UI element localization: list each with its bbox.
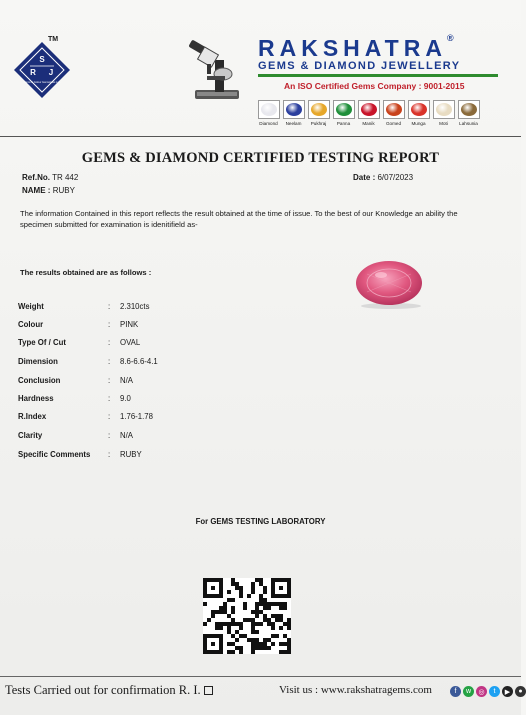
svg-text:J: J [48, 68, 54, 77]
footer-divider [0, 676, 521, 677]
qr-code-icon [203, 578, 291, 654]
gem-frame [333, 100, 355, 119]
result-colon: : [108, 338, 111, 347]
whatsapp-icon[interactable]: w [463, 686, 474, 697]
result-label: Specific Comments [18, 450, 91, 459]
result-value: 1.76-1.78 [120, 412, 153, 421]
gem-label: Gomed [385, 121, 402, 126]
gem-label: Neelam [285, 121, 302, 126]
facebook-icon[interactable]: f [450, 686, 461, 697]
checkbox-icon [204, 686, 213, 695]
svg-text:R: R [30, 68, 36, 77]
result-label: Dimension [18, 357, 58, 366]
gem-label: Diamond [259, 121, 278, 126]
gemstone-icon [286, 103, 302, 116]
instagram-icon[interactable]: ◎ [476, 686, 487, 697]
gem-label: Munga [411, 121, 426, 126]
gem-label: Panna [336, 121, 351, 126]
gem-moti [432, 100, 455, 126]
brand-block [258, 35, 503, 91]
gem-frame [408, 100, 430, 119]
reference-number: Ref.No. TR 442 [22, 173, 79, 182]
gem-lahsunia [457, 100, 480, 126]
results-heading: The results obtained are as follows : [20, 268, 152, 277]
gemstone-icon [361, 103, 377, 116]
gem-frame [433, 100, 455, 119]
result-label: Colour [18, 320, 44, 329]
gemstone-icon [336, 103, 352, 116]
result-value: OVAL [120, 338, 141, 347]
svg-text:Gems & Colour Gemstones Lab: Gems & Colour Gemstones Lab [23, 81, 61, 84]
gem-frame [308, 100, 330, 119]
gemstone-icon [461, 103, 477, 116]
gem-pukhraj [307, 100, 330, 126]
gemstone-icon [261, 103, 277, 116]
result-value: 8.6-6.6-4.1 [120, 357, 158, 366]
gemstone-icon [311, 103, 327, 116]
gem-diamond [257, 100, 280, 126]
gemstone-icon [436, 103, 452, 116]
trademark-mark: TM [48, 36, 59, 43]
result-value: RUBY [120, 450, 142, 459]
result-value: 9.0 [120, 394, 131, 403]
gemstone-icon [411, 103, 427, 116]
lab-signature: For GEMS TESTING LABORATORY [195, 517, 326, 526]
result-colon: : [108, 431, 111, 440]
location-icon[interactable]: ● [515, 686, 526, 697]
specimen-name: NAME : RUBY [22, 186, 75, 195]
brand-name: RAKSHATRA® [258, 33, 454, 61]
result-colon: : [108, 320, 111, 329]
brand-subtitle: GEMS & DIAMOND JEWELLERY [258, 60, 461, 72]
svg-text:S: S [39, 55, 45, 64]
gem-label: Pukhraj [310, 121, 327, 126]
result-label: R.Index [18, 412, 47, 421]
gem-manik [357, 100, 380, 126]
gem-munga [407, 100, 430, 126]
result-colon: : [108, 376, 111, 385]
gem-frame [383, 100, 405, 119]
header-divider [0, 136, 521, 137]
result-label: Type Of / Cut [18, 338, 66, 347]
gem-label: Lahsunia [459, 121, 478, 126]
result-value: N/A [120, 376, 133, 385]
gem-frame [458, 100, 480, 119]
gem-neelam [282, 100, 305, 126]
result-value: 2.310cts [120, 302, 150, 311]
footer-confirmation: Tests Carried out for confirmation R. I. [5, 683, 213, 698]
report-title: GEMS & DIAMOND CERTIFIED TESTING REPORT [81, 150, 440, 166]
result-value: PINK [120, 320, 139, 329]
result-label: Hardness [18, 394, 54, 403]
result-label: Weight [18, 302, 44, 311]
ruby-gemstone-image [353, 258, 425, 310]
gem-gomed [382, 100, 405, 126]
social-icons [450, 686, 526, 697]
result-colon: : [108, 357, 111, 366]
srj-logo-icon [12, 40, 72, 100]
gem-frame [283, 100, 305, 119]
result-colon: : [108, 394, 111, 403]
result-label: Clarity [18, 431, 43, 440]
footer-website: Visit us : www.rakshatragems.com [279, 684, 432, 696]
result-label: Conclusion [18, 376, 61, 385]
result-colon: : [108, 302, 111, 311]
gemstone-icon [386, 103, 402, 116]
intro-paragraph: The information Contained in this report reflects the result obtained at the time of issue. To the best of our Knowledge an ability the specimen submitted for examination is idenitifield as- [20, 209, 458, 229]
gem-label: Moti [439, 121, 448, 126]
twitter-icon[interactable]: t [489, 686, 500, 697]
microscope-icon [185, 40, 243, 102]
gem-frame [358, 100, 380, 119]
report-date: Date : 6/07/2023 [353, 173, 414, 182]
result-colon: : [108, 412, 111, 421]
youtube-icon[interactable]: ▶ [502, 686, 513, 697]
result-value: N/A [120, 431, 133, 440]
gem-panna [332, 100, 355, 126]
brand-divider [258, 74, 498, 77]
gem-frame [258, 100, 280, 119]
gem-label: Manik [362, 121, 375, 126]
iso-certification: An ISO Certified Gems Company : 9001-2015 [284, 81, 465, 91]
gem-strip [257, 100, 480, 126]
result-colon: : [108, 450, 111, 459]
